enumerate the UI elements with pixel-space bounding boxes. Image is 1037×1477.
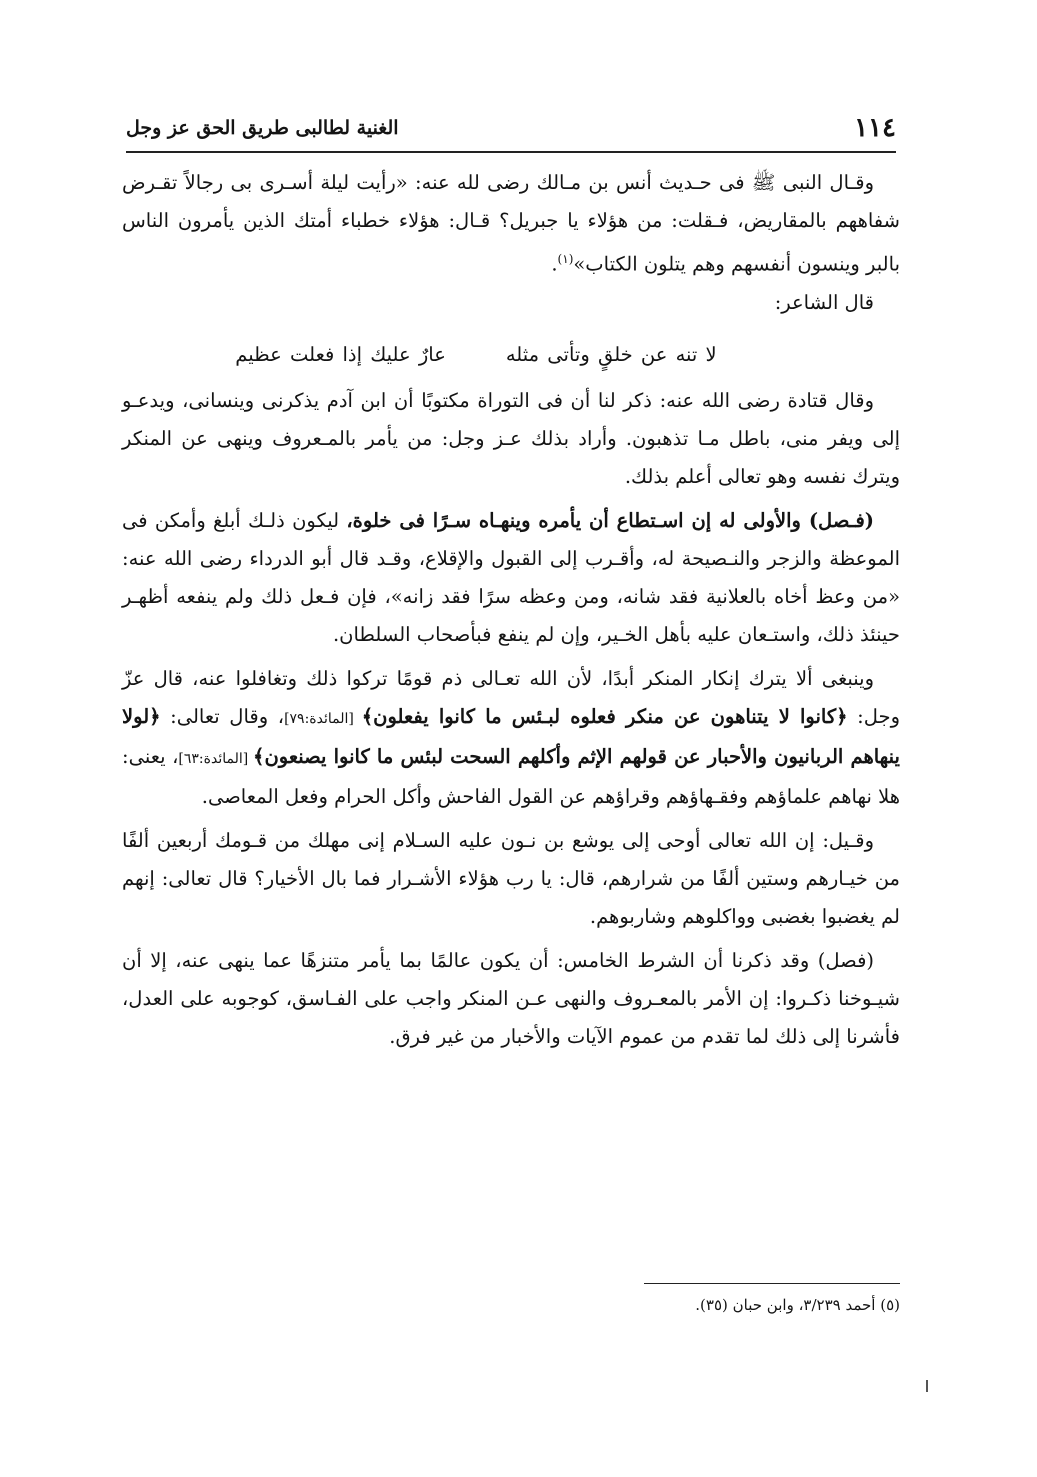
paragraph-hadith — [122, 164, 900, 284]
paragraph-fasl-private — [122, 502, 900, 654]
body-text — [122, 164, 900, 1056]
poetry-verse — [122, 336, 900, 374]
quran-intro: وينبغى ألا يترك إنكار المنكر أبدًا، لأن الله تعـالى ذم قومًا تركوا ذلك وتغافلوا عنه، قال عزّ وجل: — [122, 666, 900, 728]
verse-second-hemistich: عارٌ عليك إذا فعلت عظيم — [235, 342, 446, 366]
quran-verse-63: ﴿لولا ينهاهم الربانيون والأحبار عن قولهم الإثم وأكلهم السحت لبئس ما كانوا يصنعون﴾ — [122, 704, 900, 768]
quran-explanation: ، يعنى: هلا نهاهم علماؤهم وفقـهاؤهم وقراؤهم عن القول الفاحش وأكل الحرام وفعل المعاصى. — [122, 744, 900, 808]
paragraph-qatada: وقال قتادة رضى الله عنه: ذكر لنا أن فى التوراة مكتوبًا أن ابن آدم يذكرنى وينسانى، ويدعـو إلى ويفر منى، باطل مـا تذهبون. وأراد بذلك عـز وجل: من يأمر بالمـعروف وينهى عن المنكر ويترك نفسه وهو تعالى أعلم بذلك. — [122, 388, 900, 488]
paragraph-quran — [122, 660, 900, 816]
quran-ref-63: [المائدة:٦٣] — [178, 750, 254, 767]
paragraph-yusha: وقـيل: إن الله تعالى أوحى إلى يوشع بن نـون عليه السـلام إنى مهلك من قـومك أربعين ألفًا من خيـارهم وستين ألفًا من شرارهم، قال: يا رب هؤلاء الأشـرار فما بال الأخيار؟ قال تعالى: إنهم لم يغضبوا بغضبى وواكلوهم وشاربوهم. — [122, 828, 900, 928]
quran-verse-79: ﴿كانوا لا يتناهون عن منكر فعلوه لبـئس ما كانوا يفعلون﴾ — [361, 704, 848, 728]
quran-link: ، وقال تعالى: — [160, 704, 285, 728]
quran-ref-79: [المائدة:٧٩] — [284, 710, 362, 727]
header-rule — [126, 151, 896, 153]
page-number: ١١٤ — [854, 113, 896, 143]
scan-mark — [926, 1380, 928, 1392]
verse-first-hemistich: لا تنه عن خلقٍ وتأتى مثله — [505, 342, 717, 366]
poet-label: قال الشاعر: — [774, 290, 874, 314]
running-title: الغنية لطالبى طريق الحق عز وجل — [126, 117, 399, 139]
paragraph-fasl-fifth-condition: (فصل) وقد ذكرنا أن الشرط الخامس: أن يكون عالمًا بما يأمر متنزهًا عما ينهى عنه، إلا أن شيـوخنا ذكـروا: إن الأمر بالمعـروف والنهى عـن المنكر واجب على الفـاسق، كوجوبه على العدل، فأشرنا إلى ذلك لما تقدم من عموم الآيات والأخبار من غير فرق. — [122, 948, 900, 1048]
page-header — [126, 108, 896, 148]
footnote: (٥) أحمد ٣/٢٣٩، وابن حبان (٣٥). — [695, 1296, 900, 1314]
hadith-text: وقـال النبى ﷺ فى حـديث أنس بن مـالك رضى لله عنه: «رأيت ليلة أسـرى بى رجالاً تقـرض شفاههم بالمقاريض، فـقلت: من هؤلاء يا جبريل؟ قـال: هؤلاء خطباء أمتك الذين يأمرون الناس بالبر وينسون أنفسهم وهم يتلون الكتاب» — [122, 171, 900, 276]
fasl-body: ليكون ذلـك أبلغ وأمكن فى الموعظة والزجر والنـصيحة له، وأقـرب إلى القبول والإقلاع، وقـد قال أبو الدرداء رضى الله عنه: «من وعظ أخاه بالعلانية فقد شانه، ومن وعظه سرًا فقد زانه»، فإن فـعل ذلك ولم ينفعه أظهـر حينئذ ذلك، واستـعان عليه بأهل الخـير، وإن لم ينفع فبأصحاب السلطان. — [122, 508, 900, 646]
hadith-end: . — [551, 252, 558, 276]
footnote-ref: (١) — [557, 252, 574, 266]
fasl-heading: (فـصل) والأولى له إن اسـتطاع أن يأمره وينهـاه سـرًا فى خلوة، — [346, 508, 874, 532]
footnote-rule — [644, 1283, 900, 1284]
